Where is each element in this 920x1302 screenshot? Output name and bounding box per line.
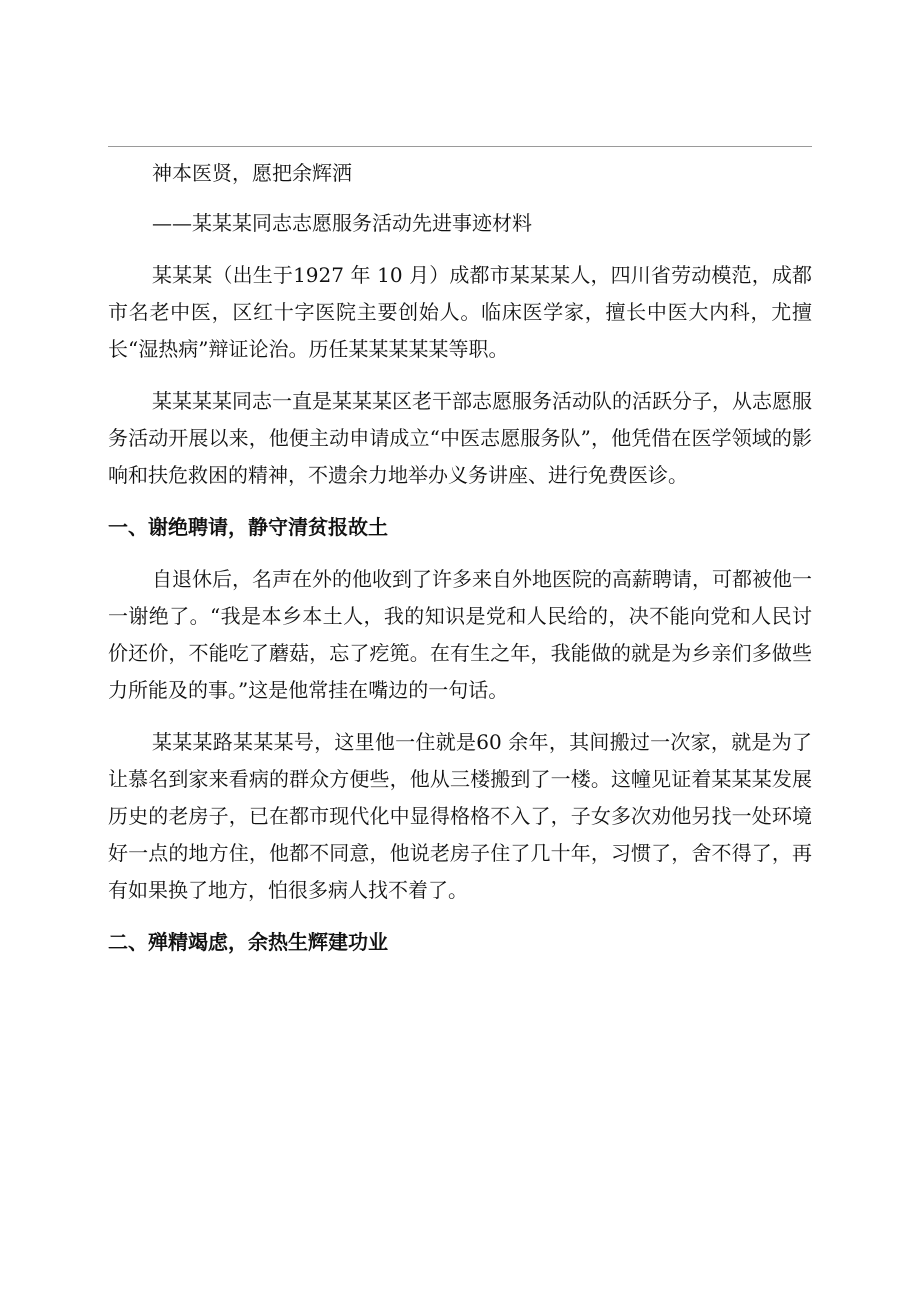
paragraph-volunteer: 某某某某同志一直是某某某区老干部志愿服务活动队的活跃分子，从志愿服务活动开展以来，他便主动申请成立“中医志愿服务队”，他凭借在医学领域的影响和扶危救困的精神，不遗余力地举办义务讲座、进行免费医诊。 xyxy=(108,389,812,487)
paragraph-intro: 某某某（出生于1927 年 10 月）成都市某某某人，四川省劳动模范，成都市名老中医，区红十字医院主要创始人。临床医学家，擅长中医大内科，尤擅长“湿热病”辩证论治。历任某某某某某等职。 xyxy=(108,263,812,361)
document-body xyxy=(108,155,812,961)
header-rule xyxy=(108,146,812,147)
section1-paragraph-1: 自退休后，名声在外的他收到了许多来自外地医院的高薪聘请，可都被他一一谢绝了。“我是本乡本土人，我的知识是党和人民给的，决不能向党和人民讨价还价，不能吃了蘑菇，忘了疙篼。在有生之年，我能做的就是为乡亲们多做些力所能及的事。”这是他常挂在嘴边的一句话。 xyxy=(108,567,812,702)
document-title: 神本医贤，愿把余辉洒 xyxy=(152,161,352,185)
section-heading-2: 二、殚精竭虑，余热生辉建功业 xyxy=(108,930,388,954)
section1-paragraph-2: 某某某路某某某号，这里他一住就是60 余年，其间搬过一次家，就是为了让慕名到家来看病的群众方便些，他从三楼搬到了一楼。这幢见证着某某某发展历史的老房子，已在都市现代化中显得格格不入了，子女多次劝他另找一处环境好一点的地方住，他都不同意，他说老房子住了几十年，习惯了，舍不得了，再有如果换了地方，怕很多病人找不着了。 xyxy=(108,730,812,902)
section-heading-1: 一、谢绝聘请，静守清贫报故土 xyxy=(108,515,388,539)
document-subtitle: ——某某某同志志愿服务活动先进事迹材料 xyxy=(152,211,532,235)
